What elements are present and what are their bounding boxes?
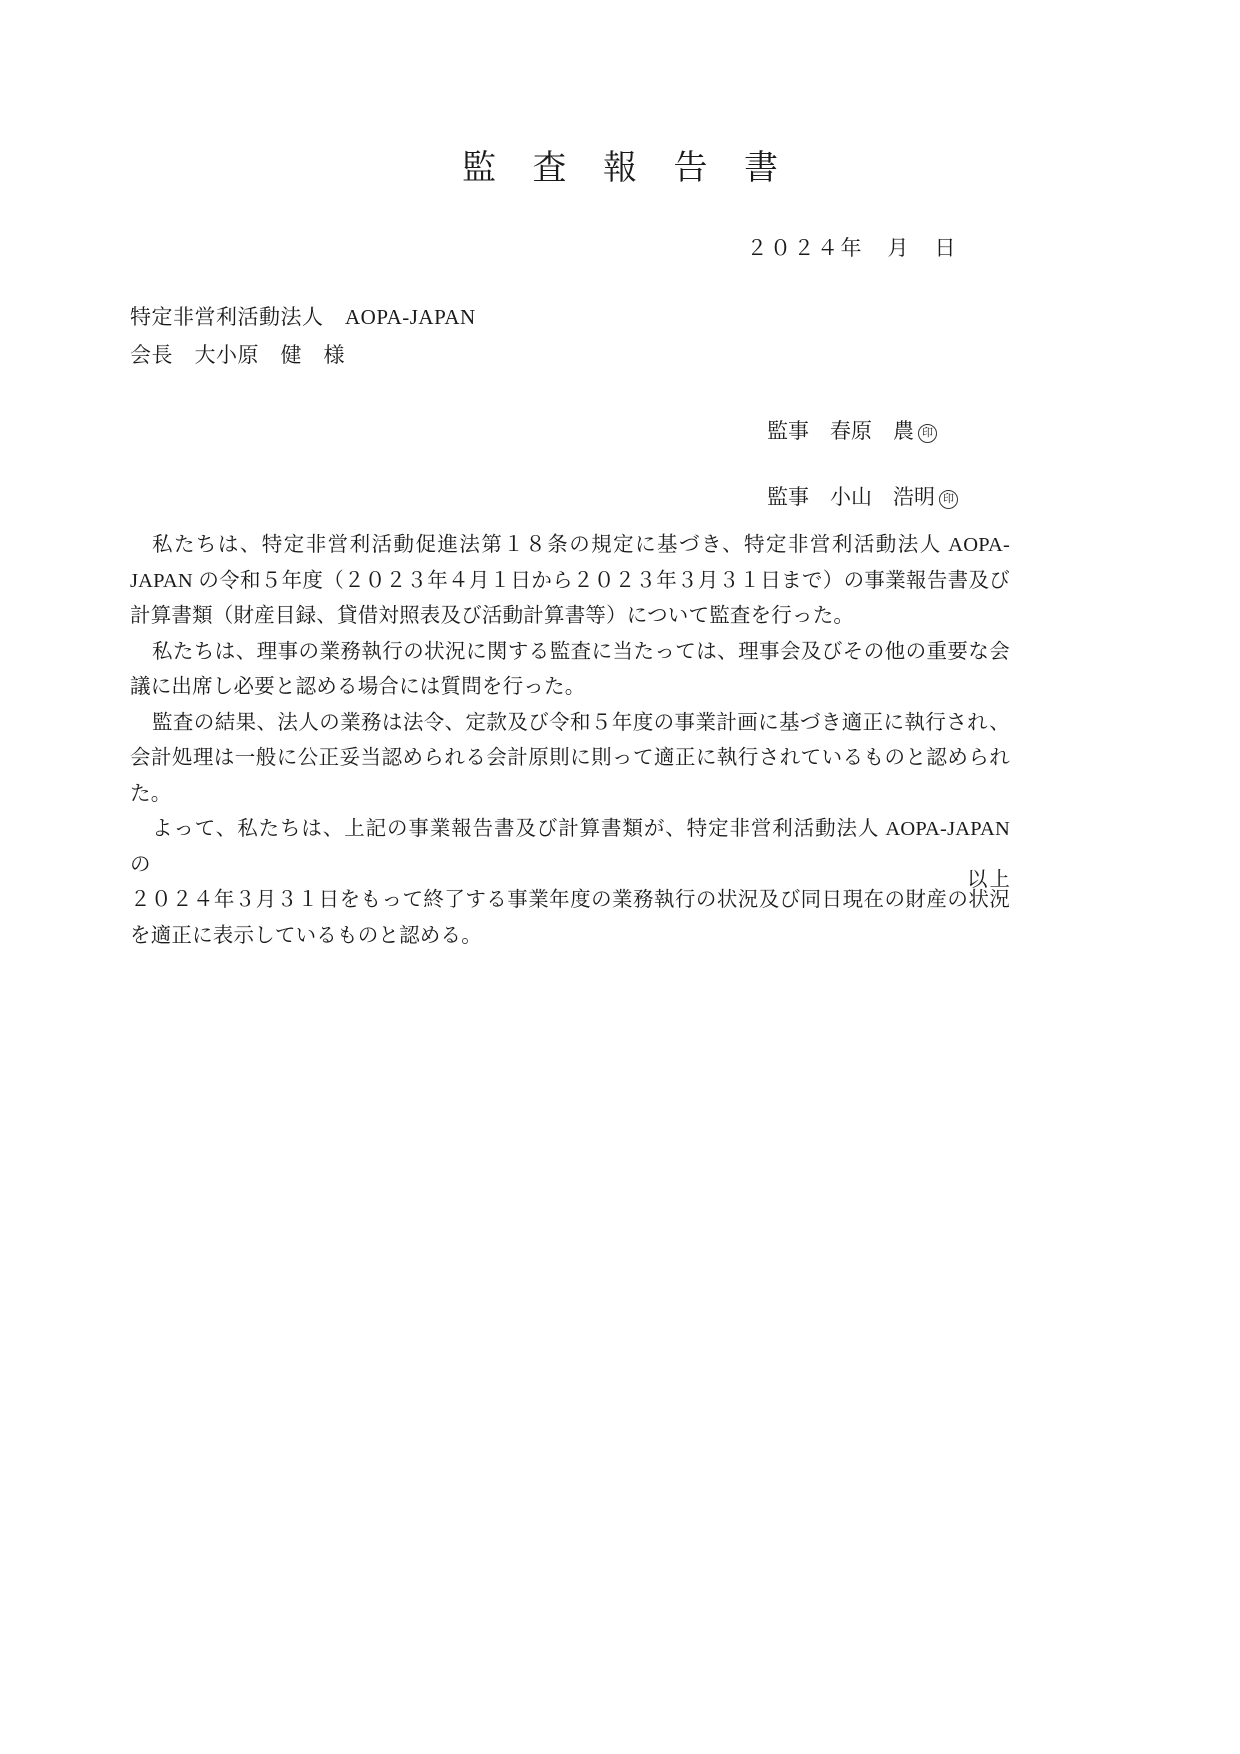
page-title: 監 査 報 告 書: [462, 150, 792, 187]
paragraph-2: 私たちは、理事の業務執行の状況に関する監査に当たっては、理事会及びその他の重要な会議に出席し必要と認める場合には質問を行った。: [130, 640, 1010, 698]
seal-stamp-icon: 印: [918, 424, 937, 443]
addressee-block: [130, 298, 476, 374]
paragraph-3: 監査の結果、法人の業務は法令、定款及び令和５年度の事業計画に基づき適正に執行され、会計処理は一般に公正妥当認められる会計原則に則って適正に執行されているものと認められた。: [130, 711, 1010, 805]
auditor-row: [767, 398, 958, 464]
paragraph-5: ２０２４年３月３１日をもって終了する事業年度の業務執行の状況及び同日現在の財産の状況を適正に表示しているものと認める。: [130, 889, 1010, 947]
auditor-row: [767, 464, 958, 530]
addressee-person: 会長 大小原 健 様: [130, 343, 345, 367]
paragraph-1: 私たちは、特定非営利活動促進法第１８条の規定に基づき、特定非営利活動法人 AOPA-JAPAN の令和５年度（２０２３年４月１日から２０２３年３月３１日まで）の事業報告書及び計算書類（財産目録、貸借対照表及び活動計算書等）について監査を行った。: [130, 534, 1010, 627]
auditor-name-1: 監事 春原 農: [767, 419, 914, 443]
auditor-name-2: 監事 小山 浩明: [767, 485, 935, 509]
seal-stamp-icon: 印: [939, 490, 958, 509]
addressee-organization: 特定非営利活動法人 AOPA-JAPAN: [130, 305, 476, 329]
closing-note: 以上: [967, 869, 1012, 891]
body-text: [130, 528, 1010, 954]
auditor-signature-block: [767, 398, 958, 530]
document-date: ２０２４年 月 日: [746, 236, 958, 260]
paragraph-4: よって、私たちは、上記の事業報告書及び計算書類が、特定非営利活動法人 AOPA-JAPAN の: [130, 818, 1010, 876]
